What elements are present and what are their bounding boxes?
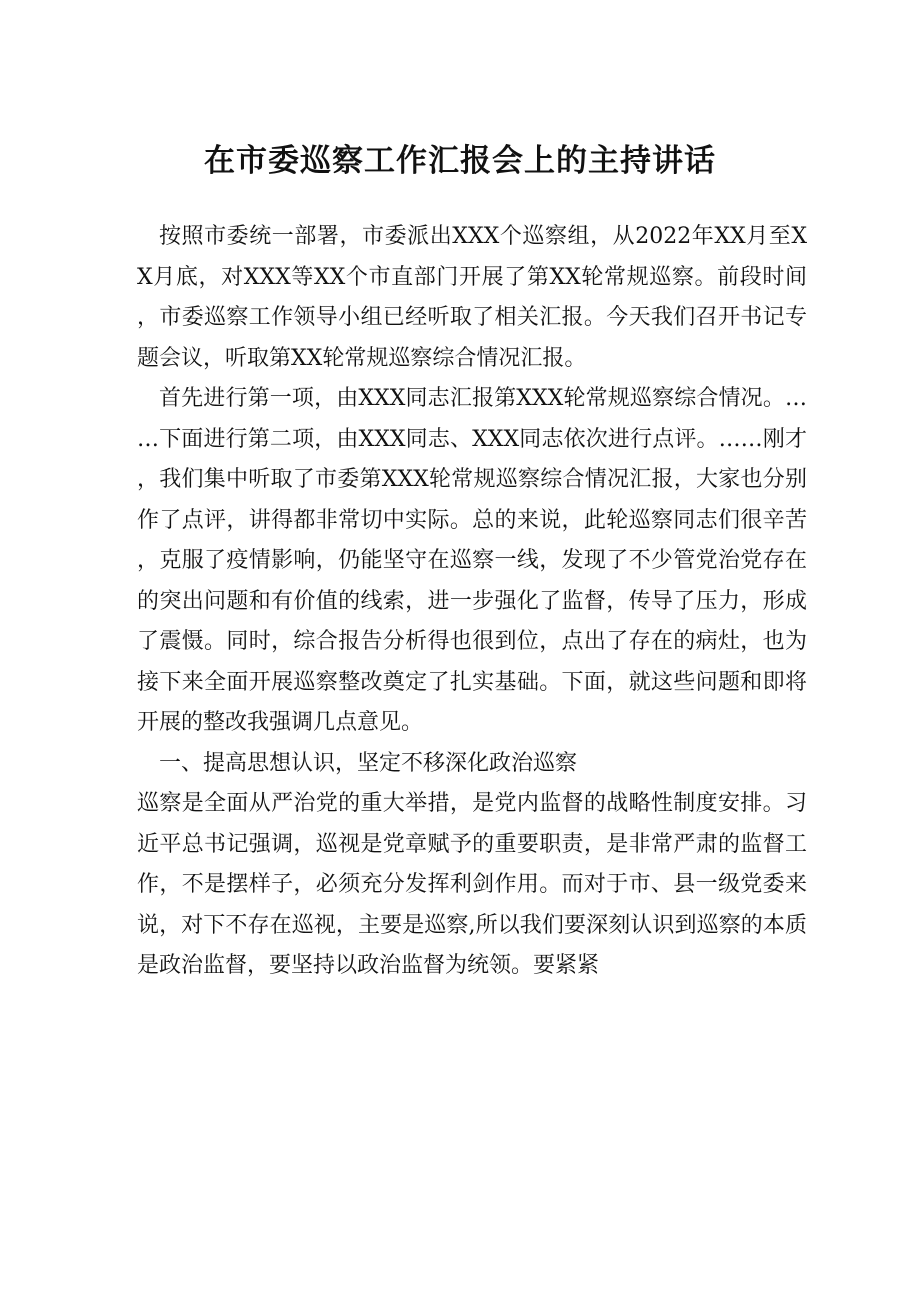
document-body [137,217,807,987]
section-paragraph: 巡察是全面从严治党的重大举措，是党内监督的战略性制度安排。习近平总书记强调，巡视是党章赋予的重要职责，是非常严肃的监督工作，不是摆样子，必须充分发挥利剑作用。而对于市、县一级党委来说，对下不存在巡视，主要是巡察,所以我们要深刻认识到巡察的本质是政治监督，要坚持以政治监督为统领。要紧紧 [137,791,807,978]
paragraph-proceedings: 首先进行第一项，由XXX同志汇报第XXX轮常规巡察综合情况。……下面进行第二项，由XXX同志、XXX同志依次进行点评。……刚才，我们集中听取了市委第XXX轮常规巡察综合情况汇报，大家也分别作了点评，讲得都非常切中实际。总的来说，此轮巡察同志们很辛苦，克服了疫情影响，仍能坚守在巡察一线，发现了不少管党治党存在的突出问题和有价值的线索，进一步强化了监督，传导了压力，形成了震慑。同时，综合报告分析得也很到位，点出了存在的病灶，也为接下来全面开展巡察整改奠定了扎实基础。下面，就这些问题和即将开展的整改我强调几点意见。 [137,386,807,735]
paragraph-intro: 按照市委统一部署，市委派出XXX个巡察组，从2022年XX月至XX月底，对XXX等XX个市直部门开展了第XX轮常规巡察。前段时间，市委巡察工作领导小组已经听取了相关汇报。今天我们召开书记专题会议，听取第XX轮常规巡察综合情况汇报。 [137,224,807,371]
section-heading: 一、提高思想认识，坚定不移深化政治巡察 [159,750,578,776]
document-title: 在市委巡察工作汇报会上的主持讲话 [204,143,716,179]
